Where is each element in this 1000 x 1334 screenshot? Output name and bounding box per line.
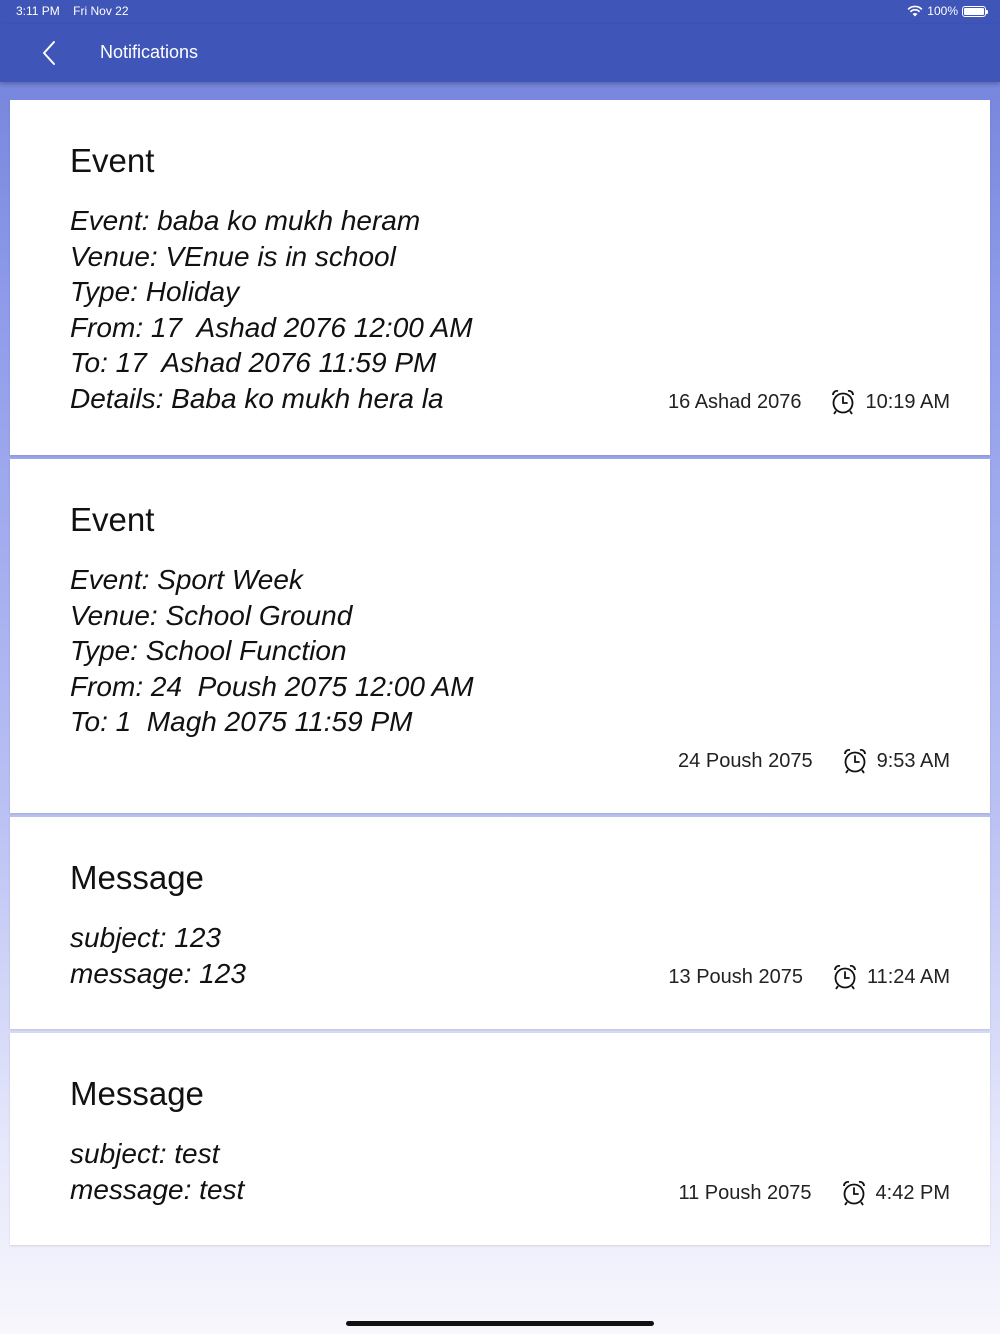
notification-title: Message — [70, 1075, 204, 1112]
back-button[interactable] — [34, 38, 64, 68]
battery-percentage: 100% — [927, 4, 958, 18]
notification-card[interactable] — [10, 1033, 990, 1245]
status-right — [907, 4, 986, 18]
notification-meta — [668, 388, 950, 416]
alarm-clock-icon — [841, 747, 869, 775]
alarm-clock-icon — [831, 963, 859, 991]
status-left — [16, 4, 139, 18]
notification-card[interactable] — [10, 100, 990, 455]
notification-body: Event: baba ko mukh heram Venue: VEnue is in school Type: Holiday From: 17 Ashad 2076 12:00 AM To: 17 Ashad 2076 11:59 PM Details: Baba ko mukh hera la — [70, 205, 473, 414]
notification-date: 13 Poush 2075 — [668, 965, 803, 988]
notification-time: 9:53 AM — [876, 749, 950, 772]
notification-body: subject: 123 message: 123 — [70, 922, 246, 989]
notification-time: 10:19 AM — [865, 390, 950, 413]
notification-time: 4:42 PM — [875, 1181, 950, 1204]
notification-body: Event: Sport Week Venue: School Ground Type: School Function From: 24 Poush 2075 12:00 AM To: 1 Magh 2075 11:59 PM — [70, 564, 474, 738]
status-date: Fri Nov 22 — [73, 4, 129, 18]
notification-body: subject: test message: test — [70, 1138, 245, 1205]
notification-date: 11 Poush 2075 — [678, 1181, 812, 1204]
status-bar — [0, 0, 1000, 24]
battery-icon — [962, 6, 986, 17]
notification-date: 16 Ashad 2076 — [668, 390, 802, 413]
alarm-clock-icon — [829, 388, 857, 416]
notification-title: Event — [70, 142, 155, 179]
notification-title: Event — [70, 501, 155, 538]
status-time: 3:11 PM — [16, 4, 60, 18]
notification-time: 11:24 AM — [866, 965, 950, 988]
notification-meta — [668, 963, 950, 991]
notification-title: Message — [70, 859, 204, 896]
notification-meta — [678, 1179, 950, 1207]
notification-meta — [678, 747, 950, 775]
wifi-icon — [907, 5, 923, 17]
alarm-clock-icon — [840, 1179, 868, 1207]
notification-card[interactable] — [10, 459, 990, 813]
chevron-left-icon — [41, 40, 57, 66]
notification-date: 24 Poush 2075 — [678, 749, 813, 772]
page-title: Notifications — [100, 42, 199, 62]
notification-card[interactable] — [10, 817, 990, 1029]
home-indicator[interactable] — [346, 1321, 654, 1326]
nav-bar — [0, 24, 1000, 82]
